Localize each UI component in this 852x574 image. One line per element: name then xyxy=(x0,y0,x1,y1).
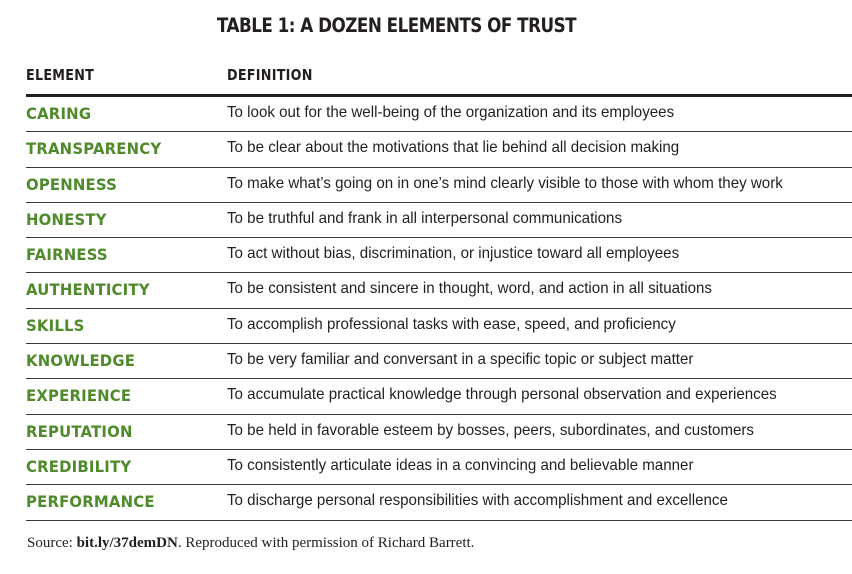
table-row xyxy=(26,168,852,203)
element-definition: To accumulate practical knowledge through personal observation and experiences xyxy=(227,386,777,404)
element-definition: To be held in favorable esteem by bosses, peers, subordinates, and customers xyxy=(227,421,754,439)
table-body xyxy=(26,97,852,521)
element-definition: To act without bias, discrimination, or injustice toward all employees xyxy=(227,245,680,263)
element-definition: To look out for the well-being of the organization and its employees xyxy=(227,104,675,121)
table-row xyxy=(26,309,852,344)
column-header-element: ELEMENT xyxy=(26,66,95,84)
element-definition: To discharge personal responsibilities with accomplishment and excellence xyxy=(227,492,728,510)
element-definition: To consistently articulate ideas in a convincing and believable manner xyxy=(227,456,694,474)
table-row xyxy=(26,415,852,450)
table-row xyxy=(26,203,852,238)
source-link[interactable]: bit.ly/37demDN xyxy=(76,535,178,551)
element-definition: To accomplish professional tasks with ease, speed, and proficiency xyxy=(227,315,676,333)
element-name: CARING xyxy=(26,104,92,123)
table-row xyxy=(26,238,852,273)
table-row xyxy=(26,485,852,520)
element-name: SKILLS xyxy=(26,315,85,335)
table-row xyxy=(26,132,852,167)
element-definition: To make what’s going on in one’s mind clearly visible to those with whom they work xyxy=(227,174,783,192)
table-row xyxy=(26,344,852,379)
element-name: KNOWLEDGE xyxy=(26,351,136,371)
element-definition: To be truthful and frank in all interpersonal communications xyxy=(227,209,623,227)
element-definition: To be clear about the motivations that lie behind all decision making xyxy=(227,139,680,157)
element-name: HONESTY xyxy=(26,209,107,229)
element-name: AUTHENTICITY xyxy=(26,280,150,300)
element-name: OPENNESS xyxy=(26,174,118,194)
table-row xyxy=(26,379,852,414)
element-definition: To be consistent and sincere in thought, word, and action in all situations xyxy=(227,280,712,298)
source-prefix: Source: xyxy=(27,535,77,551)
source-suffix: . Reproduced with permission of Richard Barrett. xyxy=(177,535,475,551)
table-row xyxy=(26,273,852,308)
element-name: EXPERIENCE xyxy=(26,386,132,406)
column-header-definition: DEFINITION xyxy=(227,66,313,84)
element-name: REPUTATION xyxy=(26,421,133,441)
table-row xyxy=(26,450,852,485)
element-name: TRANSPARENCY xyxy=(26,139,162,159)
table-header xyxy=(26,66,852,90)
table-row xyxy=(26,97,852,132)
element-name: FAIRNESS xyxy=(26,245,108,265)
element-name: PERFORMANCE xyxy=(26,492,155,512)
element-definition: To be very familiar and conversant in a specific topic or subject matter xyxy=(227,351,694,369)
source-note xyxy=(27,535,474,552)
element-name: CREDIBILITY xyxy=(26,456,132,476)
table-title: TABLE 1: A DOZEN ELEMENTS OF TRUST xyxy=(216,14,577,37)
